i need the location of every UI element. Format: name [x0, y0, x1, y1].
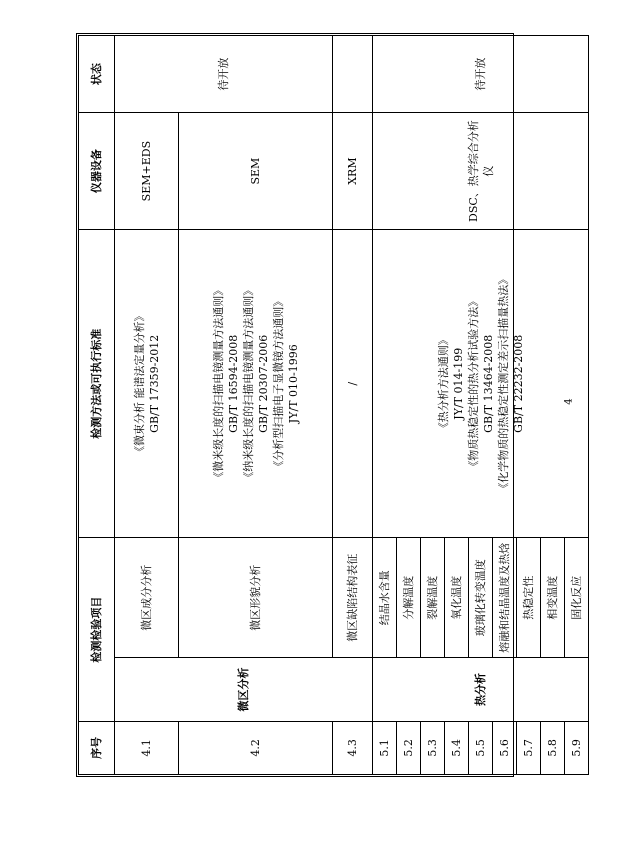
standard-title: 《物质热稳定性的热分析试验方法》: [466, 295, 480, 472]
standard-code: GB/T 16594-2008: [226, 334, 240, 433]
standard-code: JY/T 010-1996: [286, 344, 300, 424]
seq-cell: 5.3: [421, 721, 445, 774]
header-status: 状态: [79, 36, 115, 113]
instrument-cell: SEM+EDS: [115, 113, 179, 230]
page-number: 4: [563, 398, 575, 405]
group-thermal-analysis: 热分析: [373, 658, 589, 722]
table-canvas: [78, 35, 583, 775]
group-micro-analysis: 微区分析: [115, 658, 373, 722]
table-row: [373, 36, 397, 775]
instrument-cell: DSC、热学综合分析仪: [373, 113, 589, 230]
item-cell: 微区成分分析: [115, 538, 179, 658]
standard-cell: /: [333, 230, 373, 538]
seq-cell: 4.1: [115, 721, 179, 774]
standard-title: 《热分析方法通则》: [436, 334, 450, 434]
item-cell: 固化反应: [565, 538, 589, 658]
standard-cell: [115, 230, 179, 538]
item-cell: 玻璃化转变温度: [469, 538, 493, 658]
header-row: [79, 36, 115, 775]
item-cell: 氧化温度: [445, 538, 469, 658]
seq-cell: 4.2: [179, 721, 333, 774]
seq-cell: 5.7: [517, 721, 541, 774]
standard-title: 《化学物质的热稳定性测定差示扫描量热法》: [496, 273, 510, 494]
seq-cell: 5.5: [469, 721, 493, 774]
standard-title: 《微米级长度的扫描电镜测量方法通则》: [211, 284, 225, 483]
instrument-cell: SEM: [179, 113, 333, 230]
table-row: [115, 36, 179, 775]
standard-title: 《分析型扫描电子显微镜方法通则》: [271, 295, 285, 472]
item-cell: 结晶水含量: [373, 538, 397, 658]
standard-title: 《纳米级长度的扫描电镜测量方法通则》: [241, 284, 255, 483]
status-cell: 待开放: [373, 36, 589, 113]
header-seq: 序号: [79, 721, 115, 774]
standard-code: GB/T 22232-2008: [511, 334, 525, 433]
header-item: 检测检验项目: [79, 538, 115, 721]
standard-code: JY/T 014-199: [451, 347, 465, 420]
item-cell: 微区形貌分析: [179, 538, 333, 658]
standard-code: GB/T 17359-2012: [147, 334, 161, 433]
seq-cell: 5.8: [541, 721, 565, 774]
instrument-cell: XRM: [333, 113, 373, 230]
item-cell: 分解温度: [397, 538, 421, 658]
standard-code: GB/T 20307-2006: [256, 334, 270, 433]
seq-cell: 5.9: [565, 721, 589, 774]
standard-title: 《微束分析 能谱法定量分析》: [132, 310, 146, 458]
seq-cell: 4.3: [333, 721, 373, 774]
rotated-page-frame: [78, 35, 583, 775]
status-cell: 待开放: [115, 36, 333, 113]
seq-cell: 5.4: [445, 721, 469, 774]
item-cell: 相变温度: [541, 538, 565, 658]
seq-cell: 5.6: [493, 721, 517, 774]
item-cell: 热稳定性: [517, 538, 541, 658]
item-cell: 熔融和结晶温度及热焓: [493, 538, 517, 658]
standard-code: GB/T 13464-2008: [481, 334, 495, 433]
seq-cell: 5.1: [373, 721, 397, 774]
seq-cell: 5.2: [397, 721, 421, 774]
item-cell: 裂解温度: [421, 538, 445, 658]
standard-cell: [179, 230, 333, 538]
item-cell: 微区缺陷结构表征: [333, 538, 373, 658]
header-instrument: 仪器设备: [79, 113, 115, 230]
test-items-table: [78, 35, 589, 775]
header-standard: 检测方法或可执行标准: [79, 230, 115, 538]
status-cell-empty: [333, 36, 373, 113]
standard-cell: [373, 230, 589, 538]
